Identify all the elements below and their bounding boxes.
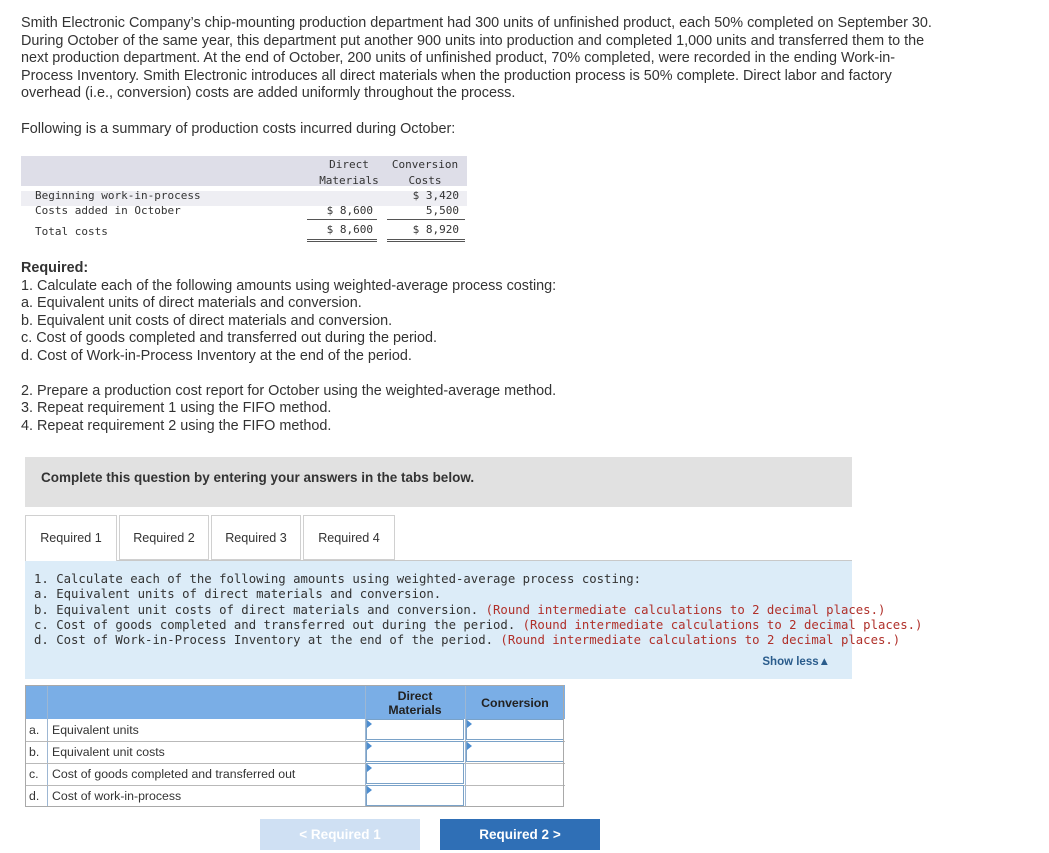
requirement-info-box — [25, 561, 923, 679]
answer-row-letter: d. — [29, 789, 40, 803]
instruction-text: Complete this question by entering your answers in the tabs below. — [41, 470, 475, 485]
row-label-costs-added: Costs added in October — [35, 204, 181, 217]
answer-row-label: Cost of work-in-process — [52, 789, 182, 803]
info-line-b-text: b. Equivalent unit costs of direct materials and conversion. — [34, 603, 479, 617]
total-line-cc — [387, 239, 465, 240]
answer-table-border — [25, 685, 564, 807]
costs-added-dm: $ 8,600 — [326, 204, 373, 217]
required-line-1: 1. Calculate each of the following amounts using weighted-average process costing: — [21, 277, 557, 294]
info-line-c — [34, 618, 922, 632]
tab-required-3[interactable]: Required 3 — [211, 515, 301, 560]
required-line-1d: d. Cost of Work-in-Process Inventory at the end of the period. — [21, 347, 412, 364]
answer-col-dm-line1: Direct — [397, 689, 433, 703]
subtotal-line-cc — [387, 219, 465, 220]
tab-required-1[interactable]: Required 1 — [25, 515, 117, 562]
info-line-c-note: (Round intermediate calculations to 2 decimal places.) — [522, 618, 923, 632]
beginning-wip-cc: $ 3,420 — [412, 189, 459, 202]
total-line-dm — [307, 239, 377, 240]
required-spacer — [21, 365, 721, 383]
required-line-1a: a. Equivalent units of direct materials and conversion. — [21, 295, 362, 311]
problem-intro: Smith Electronic Company’s chip-mounting production department had 300 units of unfinished product, each 50% completed on September 30. During October of the same year, this department put another 900 units into production and completed 1,000 units and transferred them to the next production department. At the end of October, 200 units of unfinished product, 70% completed, were recorded in the ending Work-in-Process Inventory. Smith Electronic introduces all direct materials when the production process is 50% complete. Direct labor and factory overhead (i.e., conversion) costs are added uniformly throughout the process. — [21, 15, 932, 102]
cc-header-line2: Costs — [408, 174, 442, 187]
subtotal-line-dm — [307, 219, 377, 220]
total-costs-cc: $ 8,920 — [412, 223, 459, 236]
costs-added-cc: 5,500 — [425, 204, 459, 217]
required-line-1b: b. Equivalent unit costs of direct materials and conversion. — [21, 312, 393, 329]
next-required-button[interactable]: Required 2 > — [440, 819, 600, 850]
tab-required-4[interactable]: Required 4 — [303, 515, 395, 560]
answer-col-dm-line2: Materials — [388, 703, 442, 717]
info-line-1: 1. Calculate each of the following amounts using weighted-average process costing: — [34, 572, 642, 586]
total-costs-dm: $ 8,600 — [326, 223, 373, 236]
info-line-b — [34, 603, 885, 617]
required-line-3: 3. Repeat requirement 1 using the FIFO method. — [21, 400, 332, 416]
total-double-line-cc — [387, 241, 465, 242]
required-title: Required: — [21, 260, 89, 276]
info-line-b-note: (Round intermediate calculations to 2 decimal places.) — [485, 603, 886, 617]
instruction-bar — [25, 457, 852, 507]
answer-row-letter: a. — [29, 723, 40, 737]
info-line-a: a. Equivalent units of direct materials and conversion. — [34, 587, 442, 601]
answer-row-label: Equivalent unit costs — [52, 745, 165, 759]
answer-row-label: Cost of goods completed and transferred out — [52, 767, 296, 781]
answer-row-letter: c. — [29, 767, 39, 781]
row-label-beginning-wip: Beginning work-in-process — [35, 189, 201, 202]
dm-header-line2: Materials — [319, 174, 379, 187]
show-less-link[interactable]: Show less▲ — [762, 656, 830, 668]
info-line-c-text: c. Cost of goods completed and transferred out during the period. — [34, 618, 516, 632]
required-section — [21, 260, 721, 435]
summary-intro: Following is a summary of production costs incurred during October: — [21, 121, 456, 137]
dm-header-line1: Direct — [329, 158, 369, 171]
info-line-d-text: d. Cost of Work-in-Process Inventory at the end of the period. — [34, 633, 494, 647]
answer-row-label: Equivalent units — [52, 723, 139, 737]
row-label-total-costs: Total costs — [35, 225, 108, 238]
answer-row-letter: b. — [29, 745, 40, 759]
tab-required-2[interactable]: Required 2 — [119, 515, 209, 560]
required-line-4: 4. Repeat requirement 2 using the FIFO method. — [21, 417, 332, 434]
required-line-2: 2. Prepare a production cost report for October using the weighted-average method. — [21, 382, 557, 399]
previous-required-button[interactable]: < Required 1 — [260, 819, 420, 850]
cc-header-line1: Conversion — [391, 158, 459, 171]
info-line-d-note: (Round intermediate calculations to 2 decimal places.) — [500, 633, 901, 647]
answer-col-conv: Conversion — [481, 696, 549, 710]
total-double-line-dm — [307, 241, 377, 242]
info-line-d — [34, 633, 900, 647]
required-line-1c: c. Cost of goods completed and transferred out during the period. — [21, 330, 437, 346]
